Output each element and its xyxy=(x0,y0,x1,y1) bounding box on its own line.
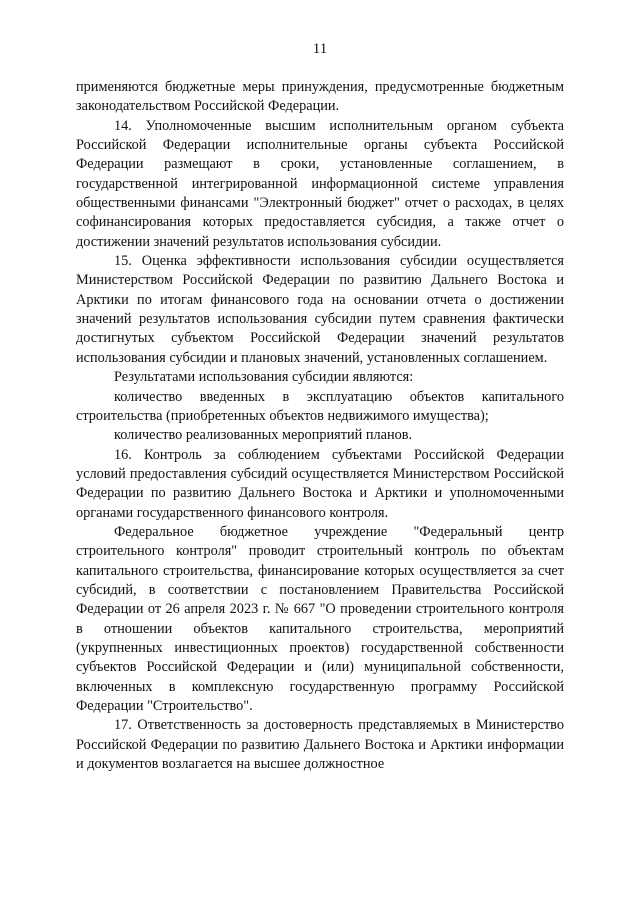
paragraph-result-item-2: количество реализованных мероприятий планов. xyxy=(114,427,413,444)
page-number: 11 xyxy=(312,41,328,57)
paragraph-result-item-1: количество введенных в эксплуатацию объектов капитального строительства (приобретенных объектов недвижимого имущества); xyxy=(76,388,564,424)
paragraph-clause-17: 17. Ответственность за достоверность представляемых в Министерство Российской Федерации по развитию Дальнего Востока и Арктики информации и документов возлагается на высшее должностное xyxy=(76,717,564,773)
paragraph-clause-14: 14. Уполномоченные высшим исполнительным органом субъекта Российской Федерации исполнительные органы субъекта Российской Федерации размещают в сроки, установленные соглашением, в государственной интегрированной информационной системе управления общественными финансами "Электронный бюджет" отчет о расходах, в целях софинансирования которых предоставляется субсидия, а также отчет о достижении значений результатов использования субсидии. xyxy=(76,117,564,250)
paragraph-continuation: применяются бюджетные меры принуждения, предусмотренные бюджетным законодательством Российской Федерации. xyxy=(76,79,564,115)
paragraph-results-intro: Результатами использования субсидии являются: xyxy=(114,369,414,386)
paragraph-clause-16: 16. Контроль за соблюдением субъектами Российской Федерации условий предоставления субсидий осуществляется Министерством Российской Федерации по развитию Дальнего Востока и Арктики и уполномоченными органами государственного финансового контроля. xyxy=(76,446,564,521)
paragraph-construction-control: Федеральное бюджетное учреждение "Федеральный центр строительного контроля" проводит строительный контроль по объектам капитального строительства, финансирование которых осуществляется за счет субсидий, в соответствии с постановлением Правительства Российской Федерации от 26 апреля 2023 г. № 667 "О проведении строительного контроля в отношении объектов капитального строительства, мероприятий (укрупненных инвестиционных проектов) государственной собственности субъектов Российской Федерации и (или) муниципальной собственности, включенных в комплексную государственную программу Российской Федерации "Строительство". xyxy=(76,523,564,714)
document-body xyxy=(76,78,564,774)
paragraph-clause-15: 15. Оценка эффективности использования субсидии осуществляется Министерством Российской Федерации по развитию Дальнего Востока и Арктики по итогам финансового года на основании отчета о достижении значений результатов использования субсидии путем сравнения фактически достигнутых субъектом Российской Федерации значений результатов использования субсидии и плановых значений, установленных соглашением. xyxy=(76,253,564,366)
